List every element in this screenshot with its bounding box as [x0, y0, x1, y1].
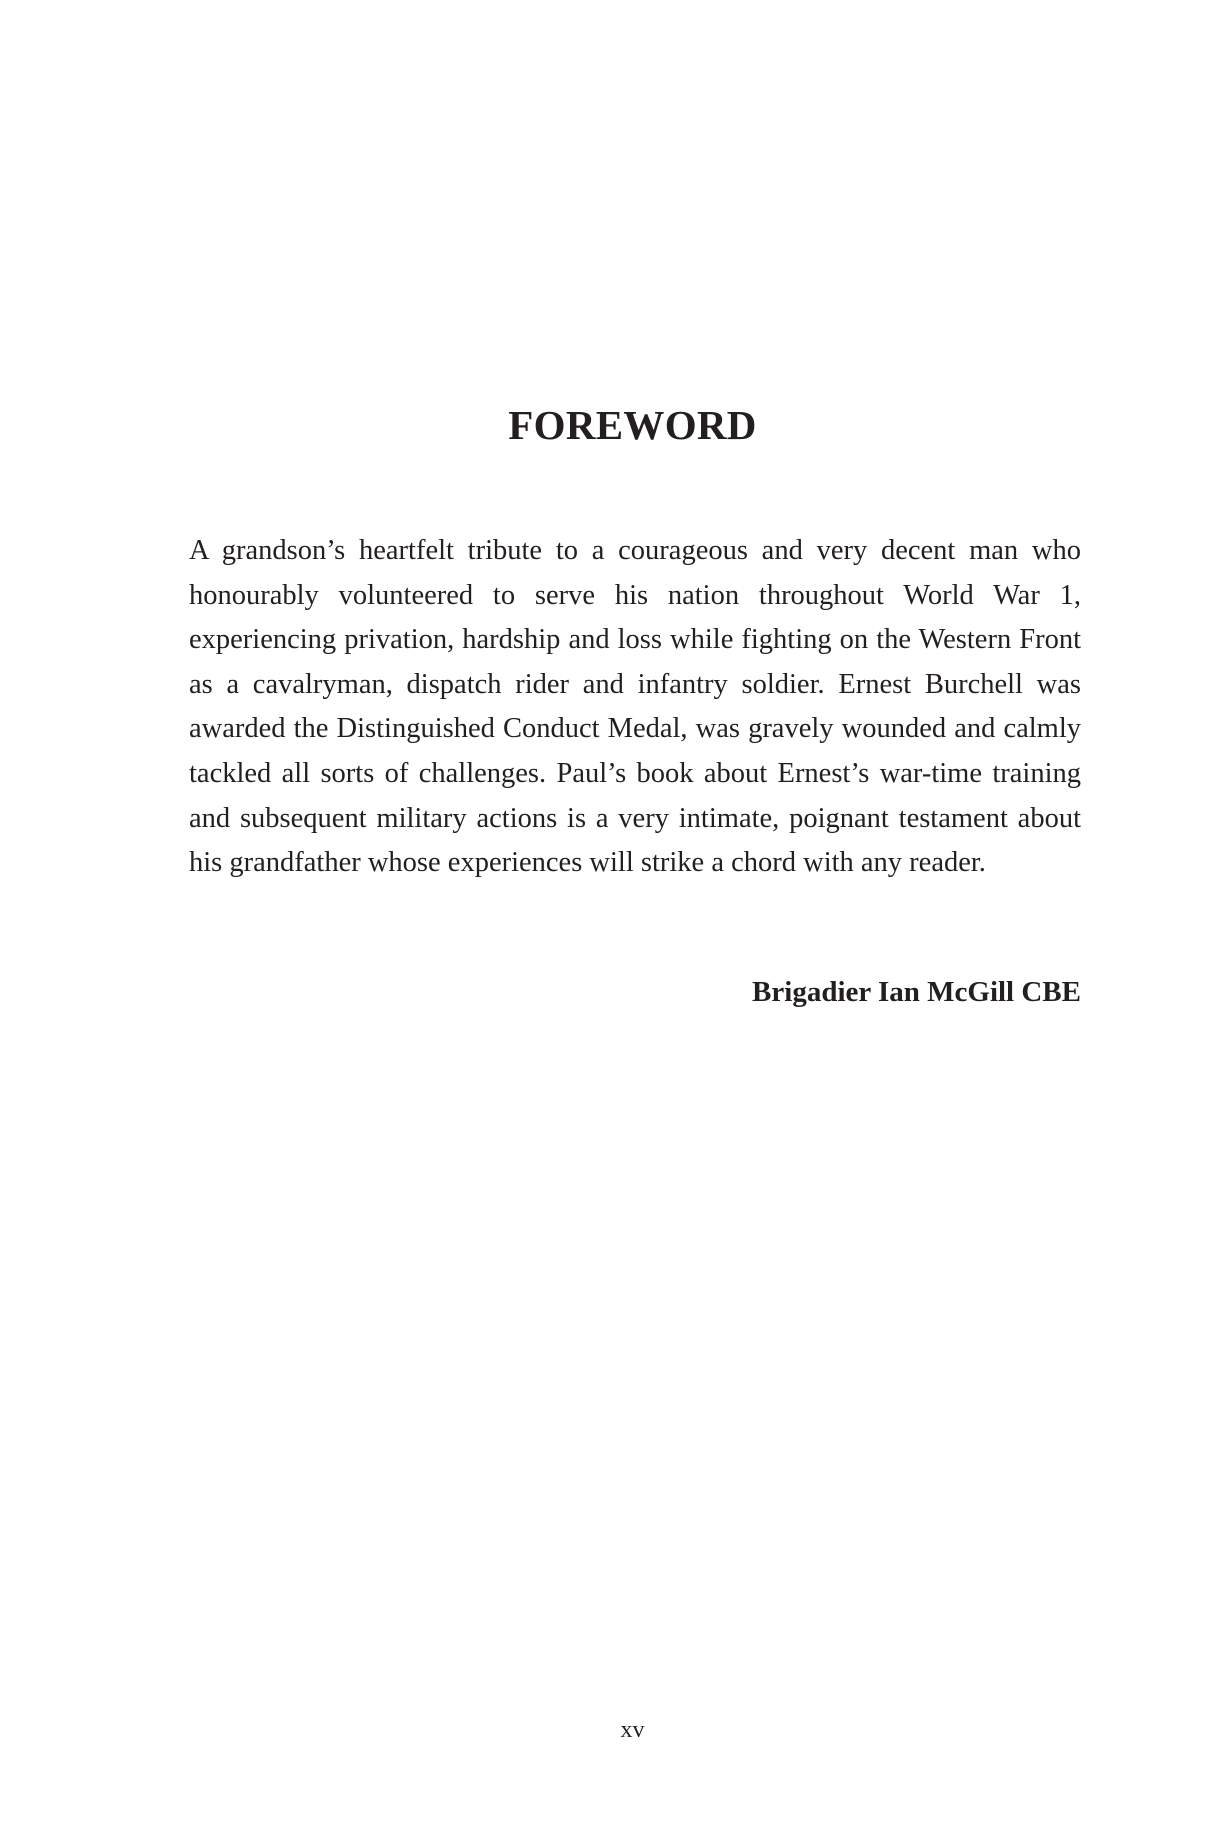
foreword-paragraph: A grandson’s heartfelt tribute to a courageous and very decent man who honourably volunteered to serve his nation throughout World War 1, experiencing privation, hardship and loss while fighting on the Western Front as a cavalryman, dispatch rider and infantry soldier. Ernest Burchell was awarded the Distinguished Conduct Medal, was gravely wounded and calmly tackled all sorts of challenges. Paul’s book about Ernest’s war-time training and subsequent military actions is a very intimate, poignant testament about his grandfather whose experiences will strike a chord with any reader.	[189, 535, 1081, 879]
author-signature: Brigadier Ian McGill CBE	[752, 976, 1081, 1008]
page-title: FOREWORD	[508, 402, 757, 448]
page-number: xv	[620, 1717, 645, 1743]
